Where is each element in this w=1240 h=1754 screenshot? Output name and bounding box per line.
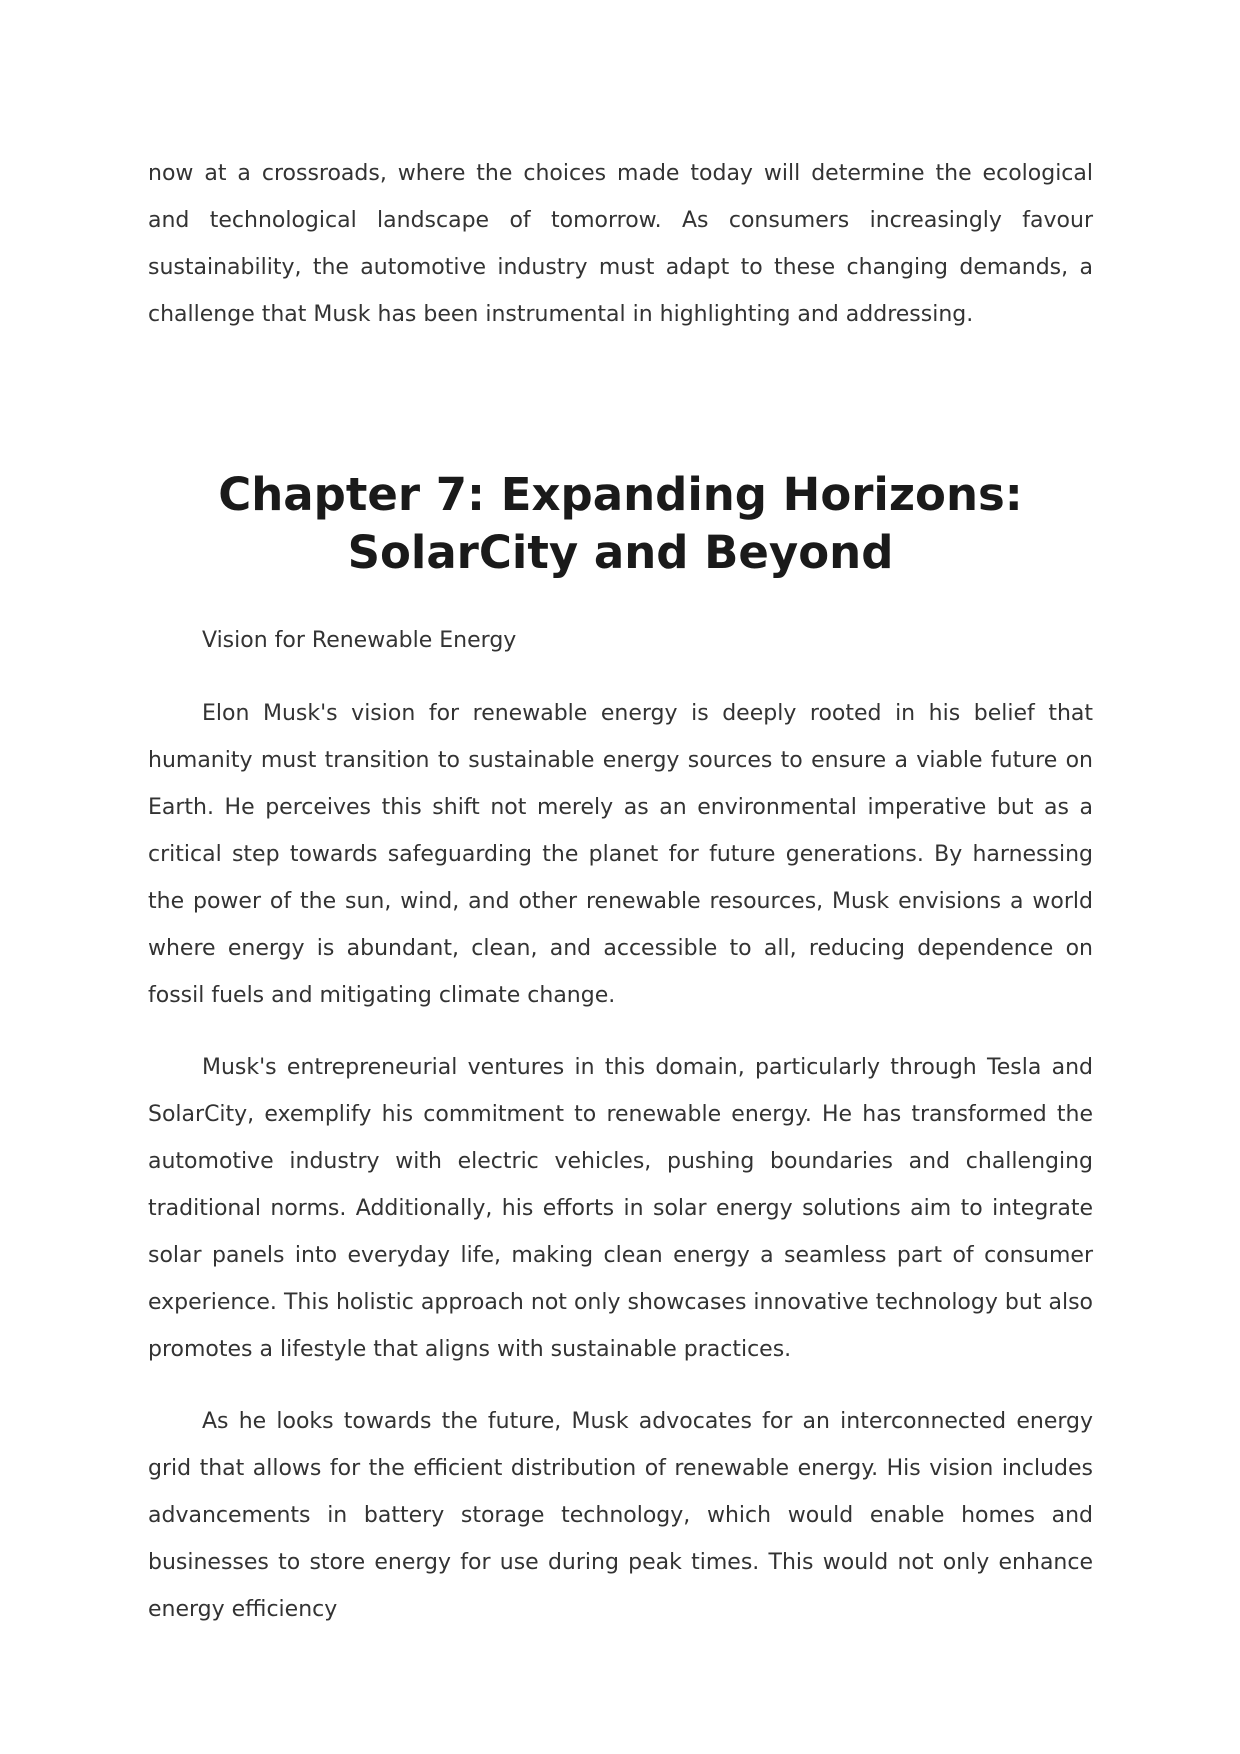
document-page bbox=[148, 150, 1093, 1622]
continuation-paragraph: now at a crossroads, where the choices made today will determine the ecological and technological landscape of tomorrow. As consumers increasingly favour sustainability, the automotive industry must adapt to these changing demands, a challenge that Musk has been instrumental in highlighting and addressing. bbox=[148, 161, 1093, 327]
body-paragraph: As he looks towards the future, Musk advocates for an interconnected energy grid that allows for the efficient distribution of renewable energy. His vision includes advancements in battery storage technology, which would enable homes and businesses to store energy for use during peak times. This would not only enhance energy efficiency bbox=[148, 1409, 1093, 1622]
body-paragraph: Musk's entrepreneurial ventures in this domain, particularly through Tesla and SolarCity, exemplify his commitment to renewable energy. He has transformed the automotive industry with electric vehicles, pushing boundaries and challenging traditional norms. Additionally, his efforts in solar energy solutions aim to integrate solar panels into everyday life, making clean energy a seamless part of consumer experience. This holistic approach not only showcases innovative technology but also promotes a lifestyle that aligns with sustainable practices. bbox=[148, 1055, 1093, 1362]
chapter-title: Chapter 7: Expanding Horizons: SolarCity and Beyond bbox=[218, 468, 1023, 579]
body-paragraph: Elon Musk's vision for renewable energy is deeply rooted in his belief that humanity must transition to sustainable energy sources to ensure a viable future on Earth. He perceives this shift not merely as an environmental imperative but as a critical step towards safeguarding the planet for future generations. By harnessing the power of the sun, wind, and other renewable resources, Musk envisions a world where energy is abundant, clean, and accessible to all, reducing dependence on fossil fuels and mitigating climate change. bbox=[148, 701, 1093, 1008]
section-heading: Vision for Renewable Energy bbox=[202, 628, 517, 653]
